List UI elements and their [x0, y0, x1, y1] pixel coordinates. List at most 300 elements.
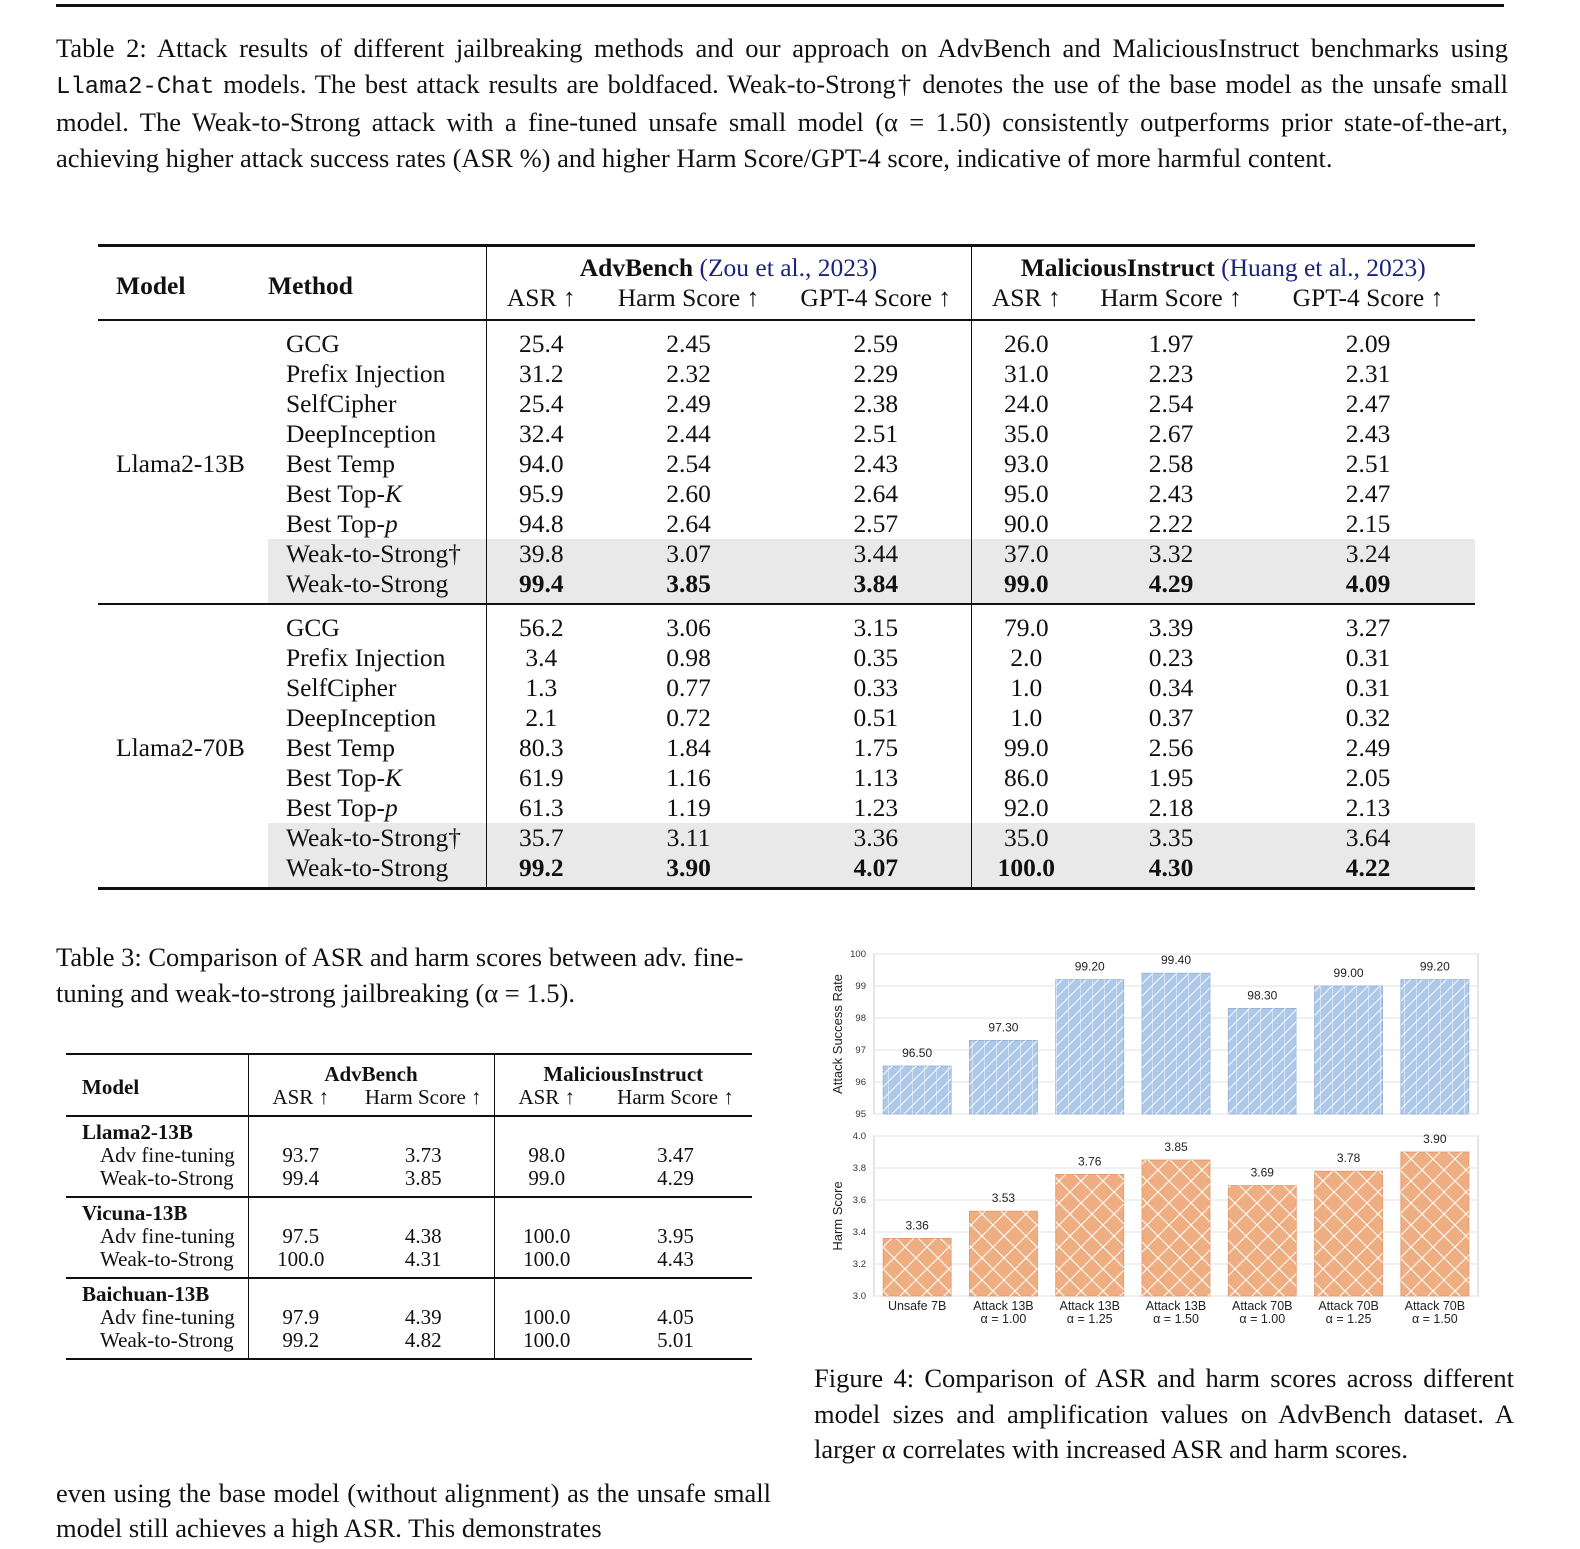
table2-value-cell: [486, 479, 596, 509]
value: 39.8: [518, 539, 564, 568]
table2-method-cell: [268, 673, 486, 703]
table2-model-cell: [98, 823, 268, 853]
y-tick-label: 3.8: [852, 1163, 866, 1174]
y-tick-label: 100: [850, 950, 866, 960]
table2-row: [98, 823, 1475, 853]
value: 4.22: [1345, 853, 1391, 882]
table2-value-cell: [486, 569, 596, 604]
table2-value-cell: [596, 733, 781, 763]
table2-header-advbench: [486, 246, 971, 284]
x-tick-sublabel: α = 1.50: [1153, 1312, 1199, 1326]
table2-method-cell: [268, 643, 486, 673]
table2-value-cell: [1081, 539, 1261, 569]
table2-value-cell: [1081, 509, 1261, 539]
empty-cell: [599, 1116, 752, 1144]
value: 35.0: [1003, 419, 1049, 448]
table2-value-cell: [486, 539, 596, 569]
table2-value-cell: [781, 763, 971, 793]
method-label: Weak-to-Strong†: [286, 823, 461, 852]
table2-value-cell: [781, 823, 971, 853]
bar-hatch: [883, 1066, 951, 1114]
table2-method-cell: [268, 389, 486, 419]
table2-value-cell: [1081, 449, 1261, 479]
table2-value-cell: [486, 604, 596, 643]
advbench-cite[interactable]: (Zou et al., 2023): [699, 253, 878, 282]
table2-value-cell: [971, 569, 1081, 604]
table3-value-cell: 4.31: [404, 1247, 442, 1271]
table2-value-cell: [781, 643, 971, 673]
table2-header-model: Model: [116, 271, 186, 300]
table2-value-cell: [1081, 320, 1261, 359]
data-label: 3.76: [1078, 1154, 1102, 1169]
table3-value-cell: 4.39: [404, 1305, 442, 1329]
table2-row: [98, 793, 1475, 823]
table2-value-cell: [596, 763, 781, 793]
table3-method-cell: Adv fine-tuning: [100, 1224, 235, 1248]
table2-row: [98, 320, 1475, 359]
table2-block-llama2-13b: [98, 320, 1475, 604]
value: 1.97: [1148, 329, 1194, 358]
table3-value-cell: 4.38: [404, 1224, 442, 1248]
table2-value-cell: [596, 604, 781, 643]
table2-value-cell: [781, 673, 971, 703]
x-tick-label: Unsafe 7B: [887, 1299, 947, 1313]
table2-row: [98, 419, 1475, 449]
table2-value-cell: [971, 419, 1081, 449]
value: 2.51: [853, 419, 899, 448]
y-tick-label: 3.0: [852, 1291, 866, 1302]
table2-value-cell: [486, 643, 596, 673]
method-label: Best Top-p: [286, 509, 398, 538]
table2-value-cell: [486, 359, 596, 389]
table3-row: [66, 1329, 752, 1359]
table2-method-cell: [268, 419, 486, 449]
empty-cell: [599, 1197, 752, 1225]
value: 24.0: [1003, 389, 1049, 418]
t2-sub-gpt: GPT-4 Score ↑: [1292, 283, 1444, 312]
method-label: DeepInception: [286, 703, 437, 732]
table3-row: [66, 1167, 752, 1197]
value: 2.67: [1148, 419, 1194, 448]
t3-sub-asr: ASR ↑: [494, 1086, 599, 1116]
table2-value-cell: [486, 793, 596, 823]
value: 2.47: [1345, 389, 1391, 418]
t3-sub-harm: Harm Score ↑: [364, 1085, 482, 1109]
x-tick-label: Attack 70B: [1318, 1299, 1379, 1313]
table2-value-cell: [486, 763, 596, 793]
method-label: Best Temp: [286, 733, 395, 762]
table2-value-cell: [1261, 539, 1475, 569]
table2-value-cell: [971, 703, 1081, 733]
method-label: Best Temp: [286, 449, 395, 478]
table2-method-cell: [268, 359, 486, 389]
value: 95.0: [1003, 479, 1049, 508]
value: 1.13: [853, 763, 899, 792]
table2-value-cell: [971, 763, 1081, 793]
table2-model-cell: [98, 643, 268, 673]
value: 0.32: [1345, 703, 1391, 732]
value: 56.2: [518, 613, 564, 642]
table2-value-cell: [971, 449, 1081, 479]
value: 2.43: [853, 449, 899, 478]
malicious-name: MaliciousInstruct: [1020, 253, 1215, 282]
value: 94.8: [518, 509, 564, 538]
value: 93.0: [1003, 449, 1049, 478]
table2-value-cell: [781, 569, 971, 604]
table2-value-cell: [1261, 569, 1475, 604]
value: 0.37: [1148, 703, 1194, 732]
x-tick-label: Attack 70B: [1232, 1299, 1293, 1313]
table2-value-cell: [596, 479, 781, 509]
value: 2.38: [853, 389, 899, 418]
value: 0.23: [1148, 643, 1194, 672]
table3-value-cell: 99.0: [494, 1167, 599, 1197]
value: 2.1: [525, 703, 558, 732]
table3-method-cell: Adv fine-tuning: [100, 1305, 235, 1329]
value: 3.27: [1345, 613, 1391, 642]
value: 2.29: [853, 359, 899, 388]
table3-value-cell: 3.95: [657, 1224, 694, 1248]
table2-value-cell: [971, 539, 1081, 569]
value: 2.43: [1148, 479, 1194, 508]
table2-caption: [56, 31, 1508, 176]
value: 94.0: [518, 449, 564, 478]
empty-cell: [248, 1278, 353, 1306]
value: 2.64: [666, 509, 711, 538]
method-label: Best Top-p: [286, 793, 398, 822]
x-tick-label: Attack 13B: [973, 1299, 1034, 1313]
value: 1.95: [1148, 763, 1194, 792]
method-label: GCG: [286, 329, 340, 358]
bar-hatch: [1315, 1171, 1383, 1296]
value: 3.39: [1148, 613, 1194, 642]
table2-value-cell: [971, 733, 1081, 763]
t2-sub-harm: Harm Score ↑: [617, 283, 760, 312]
table3-row: [66, 1144, 752, 1167]
value: 2.60: [666, 479, 711, 508]
value: 3.06: [666, 613, 711, 642]
table2-value-cell: [971, 673, 1081, 703]
table2-value-cell: [486, 703, 596, 733]
table3-value-cell: 98.0: [494, 1144, 599, 1167]
table2-value-cell: [1261, 673, 1475, 703]
table2-value-cell: [596, 853, 781, 889]
y-tick-label: 4.0: [852, 1131, 866, 1142]
value: 2.45: [666, 329, 711, 358]
bar-hatch: [1056, 1174, 1124, 1296]
value: 25.4: [518, 329, 564, 358]
value: 0.77: [666, 673, 711, 702]
table2-value-cell: [1261, 793, 1475, 823]
table2-value-cell: [486, 733, 596, 763]
y-axis-label: Harm Score: [830, 1181, 845, 1251]
value: 1.0: [1010, 673, 1043, 702]
bar-hatch: [1228, 1186, 1296, 1296]
x-tick-sublabel: α = 1.50: [1411, 1312, 1458, 1326]
table2-value-cell: [1261, 853, 1475, 889]
table3-value-cell: 100.0: [494, 1329, 599, 1359]
t2-sub-asr: ASR ↑: [486, 283, 596, 320]
table2-value-cell: [1261, 604, 1475, 643]
table2-value-cell: [781, 703, 971, 733]
value: 86.0: [1003, 763, 1049, 792]
table2-model-cell: [98, 359, 268, 389]
y-tick-label: 99: [855, 981, 866, 992]
table3-header-model: Model: [82, 1074, 140, 1099]
table2-value-cell: [971, 359, 1081, 389]
empty-cell: [353, 1116, 494, 1144]
table2-value-cell: [1261, 479, 1475, 509]
value: 1.0: [1010, 703, 1043, 732]
table2-row: [98, 539, 1475, 569]
table2-value-cell: [1081, 703, 1261, 733]
empty-cell: [248, 1197, 353, 1225]
table2-model-cell: [98, 539, 268, 569]
table2-value-cell: [1261, 389, 1475, 419]
method-label: Prefix Injection: [286, 359, 446, 388]
value: 2.56: [1148, 733, 1194, 762]
table2-value-cell: [781, 539, 971, 569]
data-label: 3.36: [905, 1218, 929, 1233]
bar-hatch: [1315, 986, 1383, 1114]
table2-value-cell: [1081, 643, 1261, 673]
table3-block: [66, 1116, 752, 1197]
table3-header-malicious: MaliciousInstruct: [494, 1054, 752, 1086]
value: 4.29: [1148, 569, 1194, 598]
table3-value-cell: 97.5: [248, 1225, 353, 1248]
method-label: GCG: [286, 613, 340, 642]
value: 2.22: [1148, 509, 1194, 538]
bar-hatch: [1142, 973, 1210, 1114]
table3-value-cell: 100.0: [494, 1248, 599, 1278]
table2-value-cell: [781, 479, 971, 509]
method-label: Weak-to-Strong†: [286, 539, 461, 568]
x-tick-sublabel: α = 1.25: [1325, 1312, 1372, 1326]
method-label: Best Top-K: [286, 763, 403, 792]
table2-value-cell: [596, 569, 781, 604]
value: 32.4: [518, 419, 564, 448]
table2-value-cell: [971, 509, 1081, 539]
table2-value-cell: [596, 509, 781, 539]
table2-model-cell: Llama2-70B: [116, 733, 245, 762]
value: 1.16: [666, 763, 711, 792]
table2-model-cell: [98, 389, 268, 419]
value: 3.4: [525, 643, 558, 672]
method-label: Prefix Injection: [286, 643, 446, 672]
value: 80.3: [518, 733, 564, 762]
table2-row: [98, 479, 1475, 509]
value: 95.9: [518, 479, 564, 508]
table2-value-cell: [486, 853, 596, 889]
method-label: DeepInception: [286, 419, 437, 448]
value: 0.31: [1345, 673, 1391, 702]
table3-block: [66, 1197, 752, 1278]
value: 2.54: [1148, 389, 1194, 418]
table3-row: [66, 1248, 752, 1278]
table3-value-cell: 100.0: [494, 1306, 599, 1329]
table2-model-cell: [98, 763, 268, 793]
table2-method-cell: [268, 320, 486, 359]
table3-header-advbench: AdvBench: [248, 1054, 494, 1086]
value: 3.64: [1345, 823, 1391, 852]
table2-value-cell: [486, 449, 596, 479]
table3-method-cell: Weak-to-Strong: [100, 1328, 234, 1352]
value: 2.51: [1345, 449, 1391, 478]
value: 31.0: [1003, 359, 1049, 388]
table3-value-cell: 3.85: [404, 1166, 442, 1190]
table2-value-cell: [781, 604, 971, 643]
table3-method-cell: Adv fine-tuning: [100, 1143, 235, 1167]
table3-model-name: Baichuan-13B: [82, 1282, 210, 1306]
table2-model-cell: [98, 320, 268, 359]
value: 2.0: [1010, 643, 1043, 672]
y-axis-label: Attack Success Rate: [830, 974, 845, 1094]
table2-value-cell: [1081, 733, 1261, 763]
table2: [98, 244, 1475, 890]
value: 2.58: [1148, 449, 1194, 478]
value: 26.0: [1003, 329, 1049, 358]
method-label: Best Top-K: [286, 479, 403, 508]
data-label: 3.53: [991, 1191, 1016, 1206]
figure4-caption: Figure 4: Comparison of ASR and harm scores across different model sizes and amplification values on AdvBench dataset. A larger α correlates with increased ASR and harm scores.: [814, 1363, 1514, 1464]
y-tick-label: 3.2: [852, 1259, 866, 1270]
table2-method-cell: [268, 449, 486, 479]
table2-method-cell: [268, 793, 486, 823]
t3-sub-asr: ASR ↑: [248, 1086, 353, 1116]
table2-value-cell: [596, 539, 781, 569]
table2-model-cell: [98, 509, 268, 539]
value: 0.35: [853, 643, 899, 672]
data-label: 3.69: [1250, 1165, 1274, 1180]
table2-value-cell: [1261, 320, 1475, 359]
x-axis-labels: [888, 1299, 1465, 1326]
method-label: Weak-to-Strong: [286, 853, 449, 882]
x-tick-sublabel: α = 1.00: [1239, 1312, 1286, 1326]
table2-value-cell: [1261, 509, 1475, 539]
table3-row: [66, 1306, 752, 1329]
bar-hatch: [1401, 1152, 1469, 1296]
empty-cell: [494, 1278, 599, 1306]
bar-hatch: [969, 1040, 1037, 1114]
empty-cell: [494, 1116, 599, 1144]
value: 61.9: [518, 763, 564, 792]
value: 79.0: [1003, 613, 1049, 642]
table2-model-cell: [98, 604, 268, 643]
table3-value-cell: 93.7: [248, 1144, 353, 1167]
value: 3.44: [853, 539, 899, 568]
y-tick-label: 97: [855, 1045, 866, 1056]
table2-value-cell: [1261, 763, 1475, 793]
table3-value-cell: 4.82: [404, 1328, 442, 1352]
table2-caption-suffix: models. The best attack results are boldfaced. Weak-to-Strong† denotes the use of the base model as the unsafe small model. The Weak-to-Strong attack with a fine-tuned unsafe small model (α = 1.50) consistently outperforms prior state-of-the-art, achieving higher attack success rates (ASR %) and higher Harm Score/GPT-4 score, indicative of more harmful content.: [56, 68, 1508, 173]
table2-value-cell: [596, 703, 781, 733]
table2-block-llama2-70b: [98, 604, 1475, 889]
data-label: 97.30: [988, 1020, 1019, 1035]
value: 4.09: [1345, 569, 1391, 598]
top-rule: [56, 4, 1504, 7]
value: 2.18: [1148, 793, 1194, 822]
value: 3.90: [666, 853, 711, 882]
table2-model-cell: [98, 853, 268, 889]
value: 2.23: [1148, 359, 1194, 388]
table3-group-row: [66, 1197, 752, 1225]
x-tick-sublabel: α = 1.25: [1066, 1312, 1113, 1326]
data-label: 3.85: [1164, 1140, 1188, 1154]
table2-value-cell: [781, 419, 971, 449]
table2-value-cell: [596, 643, 781, 673]
table2-value-cell: [781, 320, 971, 359]
data-label: 99.20: [1419, 959, 1450, 974]
table3-method-cell: Weak-to-Strong: [100, 1166, 234, 1190]
table2-value-cell: [971, 320, 1081, 359]
table2-value-cell: [781, 389, 971, 419]
table2-value-cell: [971, 793, 1081, 823]
table2-header-malicious: [971, 246, 1475, 284]
body-text: even using the base model (without alignment) as the unsafe small model still achieves a high ASR. This demonstrates: [56, 1478, 771, 1543]
table2-value-cell: [596, 449, 781, 479]
value: 2.32: [666, 359, 711, 388]
value: 99.0: [1003, 569, 1049, 598]
advbench-name: AdvBench: [579, 253, 694, 282]
table2-method-cell: [268, 569, 486, 604]
table2-row: [98, 359, 1475, 389]
bar-hatch: [1056, 980, 1124, 1114]
t3-sub-harm: Harm Score ↑: [617, 1085, 734, 1109]
bar-hatch: [1228, 1008, 1296, 1114]
table2-value-cell: [781, 359, 971, 389]
value: 1.3: [525, 673, 558, 702]
table3-value-cell: 97.9: [248, 1306, 353, 1329]
value: 2.57: [853, 509, 899, 538]
table2-value-cell: [1261, 449, 1475, 479]
value: 100.0: [997, 853, 1055, 882]
table2-method-cell: [268, 703, 486, 733]
table3-value-cell: 99.4: [248, 1167, 353, 1197]
table2-model-cell: [98, 569, 268, 604]
y-tick-label: 96: [855, 1077, 866, 1088]
bar-hatch: [883, 1238, 951, 1296]
table2-value-cell: [971, 389, 1081, 419]
table2-row: [98, 673, 1475, 703]
table3-value-cell: 100.0: [248, 1248, 353, 1278]
method-label: SelfCipher: [286, 389, 397, 418]
value: 0.33: [853, 673, 899, 702]
value: 1.23: [853, 793, 899, 822]
table3-value-cell: 100.0: [494, 1225, 599, 1248]
table2-row: [98, 643, 1475, 673]
table2-value-cell: [1081, 793, 1261, 823]
empty-cell: [353, 1197, 494, 1225]
value: 25.4: [518, 389, 564, 418]
table2-method-cell: [268, 479, 486, 509]
y-tick-label: 3.4: [852, 1227, 866, 1238]
table2-value-cell: [1261, 643, 1475, 673]
value: 35.0: [1003, 823, 1049, 852]
table2-value-cell: [971, 853, 1081, 889]
value: 2.64: [853, 479, 899, 508]
table2-value-cell: [596, 793, 781, 823]
value: 3.35: [1148, 823, 1194, 852]
table2-model-cell: [98, 673, 268, 703]
empty-cell: [248, 1116, 353, 1144]
value: 2.49: [666, 389, 711, 418]
table2-value-cell: [781, 733, 971, 763]
malicious-cite[interactable]: (Huang et al., 2023): [1221, 253, 1426, 282]
table2-value-cell: [1261, 359, 1475, 389]
value: 99.2: [518, 853, 564, 882]
value: 3.07: [666, 539, 711, 568]
table2-value-cell: [971, 823, 1081, 853]
